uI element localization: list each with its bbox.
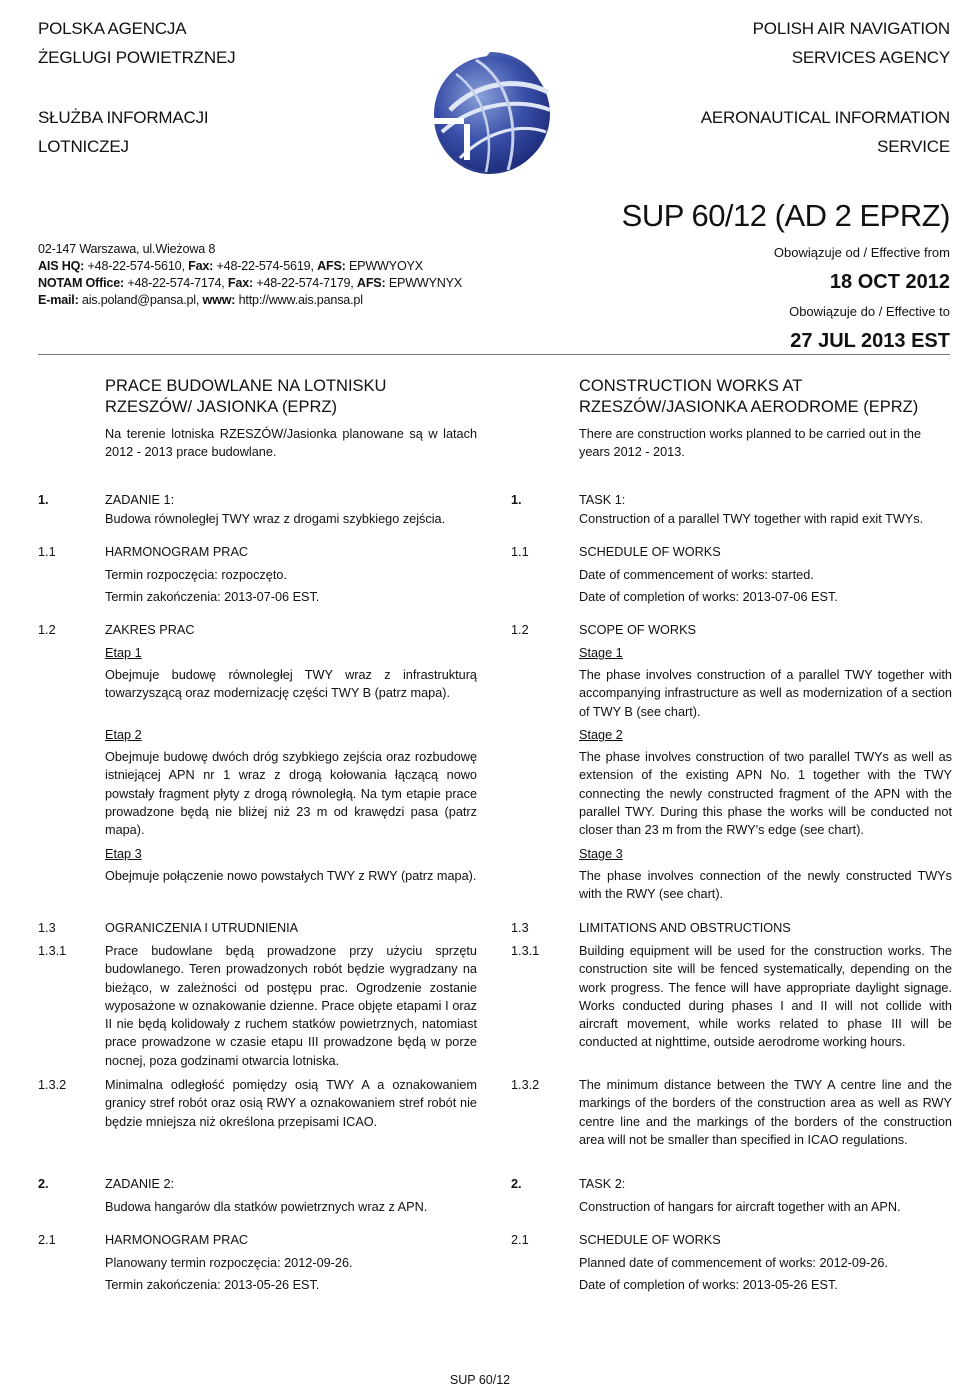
section-2-1-start-pl: Planowany termin rozpoczęcia: 2012-09-26. bbox=[105, 1256, 353, 1270]
fax-number: +48-22-574-5619, bbox=[213, 259, 318, 273]
notam-fax-label: Fax: bbox=[227, 276, 254, 290]
etap-1-text: Obejmuje budowę równoległej TWY wraz z infrastrukturą towarzyszącą oraz modernizację części TWY B (patrz mapa). bbox=[105, 668, 477, 701]
stage-2-label: Stage 2 bbox=[579, 728, 623, 742]
section-1-text-en: Construction of a parallel TWY together with rapid exit TWYs. bbox=[579, 512, 924, 526]
notam-line bbox=[38, 275, 558, 292]
section-1-2-heading-en: SCOPE OF WORKS bbox=[579, 623, 697, 637]
www-label: www: bbox=[202, 293, 236, 307]
stage-3-text: The phase involves connection of the newly constructed TWYs with the RWY (see chart). bbox=[579, 869, 952, 902]
section-1-number-en: 1. bbox=[511, 493, 522, 507]
pansa-globe-logo-icon bbox=[420, 40, 560, 190]
section-1-3-1-number-en: 1.3.1 bbox=[511, 944, 540, 958]
section-2-1-end-pl: Termin zakończenia: 2013-05-26 EST. bbox=[105, 1278, 320, 1292]
ais-hq-line bbox=[38, 258, 558, 275]
page-footer: SUP 60/12 bbox=[449, 1373, 511, 1387]
section-2-1-heading-pl: HARMONOGRAM PRAC bbox=[105, 1233, 249, 1247]
section-2-text-en: Construction of hangars for aircraft together with an APN. bbox=[579, 1200, 901, 1214]
left-org-line-2: ŻEGLUGI POWIETRZNEJ bbox=[38, 48, 236, 67]
etap-1-label: Etap 1 bbox=[105, 646, 142, 660]
section-1-heading-en: TASK 1: bbox=[579, 493, 626, 507]
section-1-1-end-pl: Termin zakończenia: 2013-07-06 EST. bbox=[105, 590, 320, 604]
section-2-1-start-en: Planned date of commencement of works: 2012-09-26. bbox=[579, 1256, 888, 1270]
section-2-number-pl: 2. bbox=[38, 1177, 49, 1191]
section-1-3-heading-pl: OGRANICZENIA I UTRUDNIENIA bbox=[105, 921, 299, 935]
section-2-heading-pl: ZADANIE 2: bbox=[105, 1177, 175, 1191]
section-1-3-1-number-pl: 1.3.1 bbox=[38, 944, 67, 958]
email-label: E-mail: bbox=[38, 293, 79, 307]
postal-address: 02-147 Warszawa, ul.Wieżowa 8 bbox=[38, 242, 216, 256]
section-1-1-heading-pl: HARMONOGRAM PRAC bbox=[105, 545, 249, 559]
section-2-number-en: 2. bbox=[511, 1177, 522, 1191]
email-line bbox=[38, 292, 558, 309]
section-1-1-number-en: 1.1 bbox=[511, 545, 529, 559]
section-1-2-number-pl: 1.2 bbox=[38, 623, 56, 637]
notam-phone: +48-22-574-7174, bbox=[124, 276, 228, 290]
sup-title: SUP 60/12 (AD 2 EPRZ) bbox=[621, 198, 950, 233]
section-1-3-number-en: 1.3 bbox=[511, 921, 529, 935]
etap-3-label: Etap 3 bbox=[105, 847, 142, 861]
effective-from-label: Obowiązuje od / Effective from bbox=[773, 245, 950, 260]
left-service-line-2: LOTNICZEJ bbox=[38, 137, 129, 156]
section-1-1-start-en: Date of commencement of works: started. bbox=[579, 568, 814, 582]
left-org-name bbox=[38, 14, 235, 72]
left-service-line-1: SŁUŻBA INFORMACJI bbox=[38, 108, 209, 127]
section-1-number-pl: 1. bbox=[38, 493, 49, 507]
section-1-text-pl: Budowa równoległej TWY wraz z drogami szybkiego zejścia. bbox=[105, 512, 446, 526]
section-2-1-number-en: 2.1 bbox=[511, 1233, 529, 1247]
left-org-line-1: POLSKA AGENCJA bbox=[38, 19, 187, 38]
section-2-1-heading-en: SCHEDULE OF WORKS bbox=[579, 1233, 721, 1247]
effective-to-label: Obowiązuje do / Effective to bbox=[789, 304, 950, 319]
section-2-1-number-pl: 2.1 bbox=[38, 1233, 56, 1247]
right-service-line-1: AERONAUTICAL INFORMATION bbox=[700, 108, 950, 127]
section-1-3-1-text-en: Building equipment will be used for the construction works. The construction site will be fenced systematically, depending on the work progress. The fence will have appropriate daylight signage. Works conducted during phases I and II will not collide with aircraft movement, while works related to phase III will be conducted at nighttime, outside aerodrome working hours. bbox=[579, 944, 952, 1050]
etap-2-label: Etap 2 bbox=[105, 728, 142, 742]
section-2-1-end-en: Date of completion of works: 2013-05-26 EST. bbox=[579, 1278, 838, 1292]
contact-block bbox=[38, 241, 558, 309]
intro-en: There are construction works planned to be carried out in the years 2012 - 2013. bbox=[579, 427, 922, 460]
header-divider bbox=[38, 354, 950, 355]
etap-2-text: Obejmuje budowę dwóch dróg szybkiego zejścia oraz rozbudowę istniejącej APN nr 1 wraz z drogą kołowania łączącą nowo powstały fragment płyty z drogą równoległą. Na tym etapie prace prowadzone będą nie bliżej niż 23 m od krawędzi pasa (patrz mapa). bbox=[105, 750, 477, 838]
notam-afs-address: EPWWYNYX bbox=[385, 276, 463, 290]
website-link[interactable]: http://www.ais.pansa.pl bbox=[235, 293, 363, 307]
section-1-1-end-en: Date of completion of works: 2013-07-06 EST. bbox=[579, 590, 838, 604]
section-1-2-heading-pl: ZAKRES PRAC bbox=[105, 623, 195, 637]
section-1-2-number-en: 1.2 bbox=[511, 623, 529, 637]
right-service-line-2: SERVICE bbox=[877, 137, 950, 156]
section-1-1-number-pl: 1.1 bbox=[38, 545, 56, 559]
section-1-heading-pl: ZADANIE 1: bbox=[105, 493, 175, 507]
ais-hq-phone: +48-22-574-5610, bbox=[84, 259, 189, 273]
section-1-1-heading-en: SCHEDULE OF WORKS bbox=[579, 545, 721, 559]
section-1-1-start-pl: Termin rozpoczęcia: rozpoczęto. bbox=[105, 568, 287, 582]
section-1-3-heading-en: LIMITATIONS AND OBSTRUCTIONS bbox=[579, 921, 791, 935]
title-en: CONSTRUCTION WORKS AT RZESZÓW/JASIONKA AERODROME (EPRZ) bbox=[579, 377, 919, 416]
afs-label: AFS: bbox=[317, 259, 346, 273]
afs-address: EPWWYOYX bbox=[345, 259, 423, 273]
ais-hq-label: AIS HQ: bbox=[38, 259, 85, 273]
section-1-3-2-text-en: The minimum distance between the TWY A centre line and the markings of the borders of the construction area as well as RWY centre line and the markings of the borders of the construction area will not be smaller than specified in ICAO regulations. bbox=[579, 1078, 952, 1147]
section-1-3-2-number-en: 1.3.2 bbox=[511, 1078, 540, 1092]
section-2-heading-en: TASK 2: bbox=[579, 1177, 626, 1191]
stage-3-label: Stage 3 bbox=[579, 847, 623, 861]
notam-afs-label: AFS: bbox=[356, 276, 386, 290]
email-address[interactable]: ais.poland@pansa.pl, bbox=[78, 293, 203, 307]
etap-3-text: Obejmuje połączenie nowo powstałych TWY z RWY (patrz mapa). bbox=[105, 869, 477, 883]
left-service-name bbox=[38, 103, 208, 161]
notam-label: NOTAM Office: bbox=[38, 276, 125, 290]
section-1-3-1-text-pl: Prace budowlane będą prowadzone przy użyciu sprzętu budowlanego. Teren prowadzonych robót będzie wygradzany na bieżąco, w zależności od postępu prac. Ogrodzenie zostanie wyposażone w oznakowanie dzienne. Prace objęte etapami I oraz II nie będą kolidowały z ruchem statków powietrznych, natomiast prace prowadzone w czasie etapu III prowadzone będą w porze nocnej, poza godzinami otwarcia lotniska. bbox=[105, 944, 477, 1068]
section-1-3-2-number-pl: 1.3.2 bbox=[38, 1078, 67, 1092]
stage-1-text: The phase involves construction of a parallel TWY together with accompanying infrastructure as well as modernization of a section of TWY B (see chart). bbox=[579, 668, 952, 719]
section-1-3-2-text-pl: Minimalna odległość pomiędzy osią TWY A a oznakowaniem granicy stref robót oraz osią RWY a oznakowaniem stref robót nie będzie mniejsza niż określona przepisami ICAO. bbox=[105, 1078, 477, 1129]
intro-pl: Na terenie lotniska RZESZÓW/Jasionka planowane są w latach 2012 - 2013 prace budowlane. bbox=[105, 427, 477, 460]
fax-label: Fax: bbox=[188, 259, 214, 273]
section-1-3-number-pl: 1.3 bbox=[38, 921, 56, 935]
notam-fax-number: +48-22-574-7179, bbox=[253, 276, 357, 290]
right-service-name bbox=[590, 103, 950, 161]
effective-from-date: 18 OCT 2012 bbox=[829, 271, 950, 293]
title-pl: PRACE BUDOWLANE NA LOTNISKU RZESZÓW/ JASIONKA (EPRZ) bbox=[105, 377, 387, 416]
right-org-line-1: POLISH AIR NAVIGATION bbox=[752, 19, 950, 38]
stage-1-label: Stage 1 bbox=[579, 646, 623, 660]
right-org-line-2: SERVICES AGENCY bbox=[791, 48, 950, 67]
section-2-text-pl: Budowa hangarów dla statków powietrznych wraz z APN. bbox=[105, 1200, 428, 1214]
right-org-name bbox=[590, 14, 950, 72]
stage-2-text: The phase involves construction of two parallel TWYs as well as extension of the existing APN No. 1 together with the TWY connecting the newly constructed fragment of the APN with the parallel TWY. During this phase the works will be conducted not closer than 23 m from the RWY's edge (see chart). bbox=[579, 750, 952, 838]
effective-to-date: 27 JUL 2013 EST bbox=[790, 330, 950, 352]
